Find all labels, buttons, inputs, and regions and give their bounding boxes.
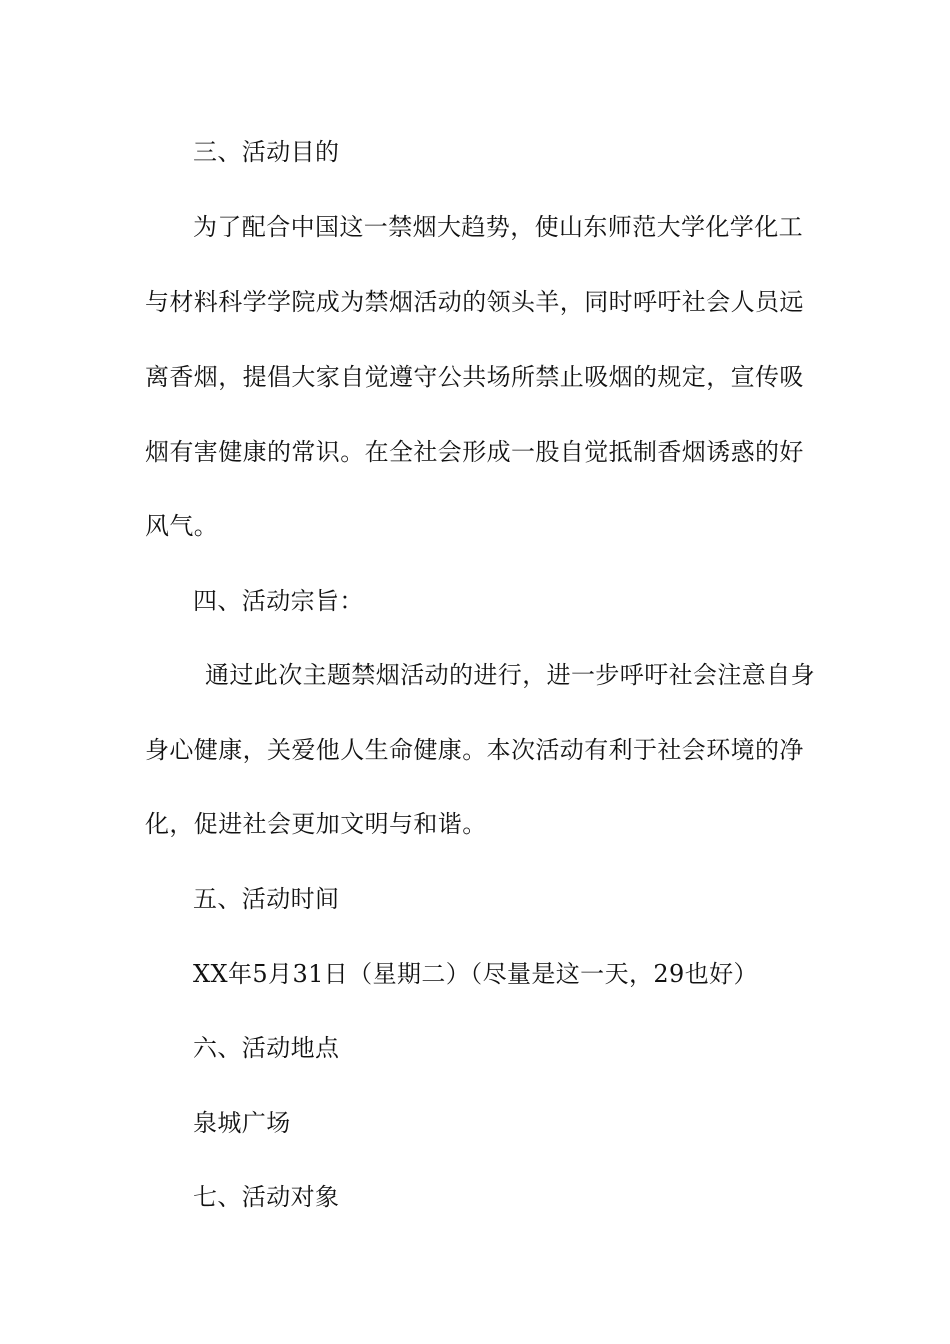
section-heading-target: 七、活动对象 [193,1183,340,1211]
section-heading-location: 六、活动地点 [193,1034,340,1062]
paragraph-line: 化，促进社会更加文明与和谐。 [145,810,487,838]
paragraph-line: 风气。 [145,512,219,540]
activity-location: 泉城广场 [193,1109,291,1137]
activity-date: XX年5月31日（星期二）（尽量是这一天，29也好） [193,960,758,988]
section-heading-time: 五、活动时间 [193,885,340,913]
paragraph-line: 与材料科学学院成为禁烟活动的领头羊，同时呼吁社会人员远 [145,288,804,316]
paragraph-line: 离香烟，提倡大家自觉遵守公共场所禁止吸烟的规定，宣传吸 [145,363,804,391]
paragraph-line: 为了配合中国这一禁烟大趋势，使山东师范大学化学化工 [193,213,803,241]
paragraph-line: 通过此次主题禁烟活动的进行，进一步呼吁社会注意自身 [205,661,815,689]
section-heading-aim: 四、活动宗旨： [193,587,364,615]
paragraph-line: 烟有害健康的常识。在全社会形成一股自觉抵制香烟诱惑的好 [145,438,804,466]
paragraph-line: 身心健康，关爱他人生命健康。本次活动有利于社会环境的净 [145,736,804,764]
section-heading-purpose: 三、活动目的 [193,138,340,166]
